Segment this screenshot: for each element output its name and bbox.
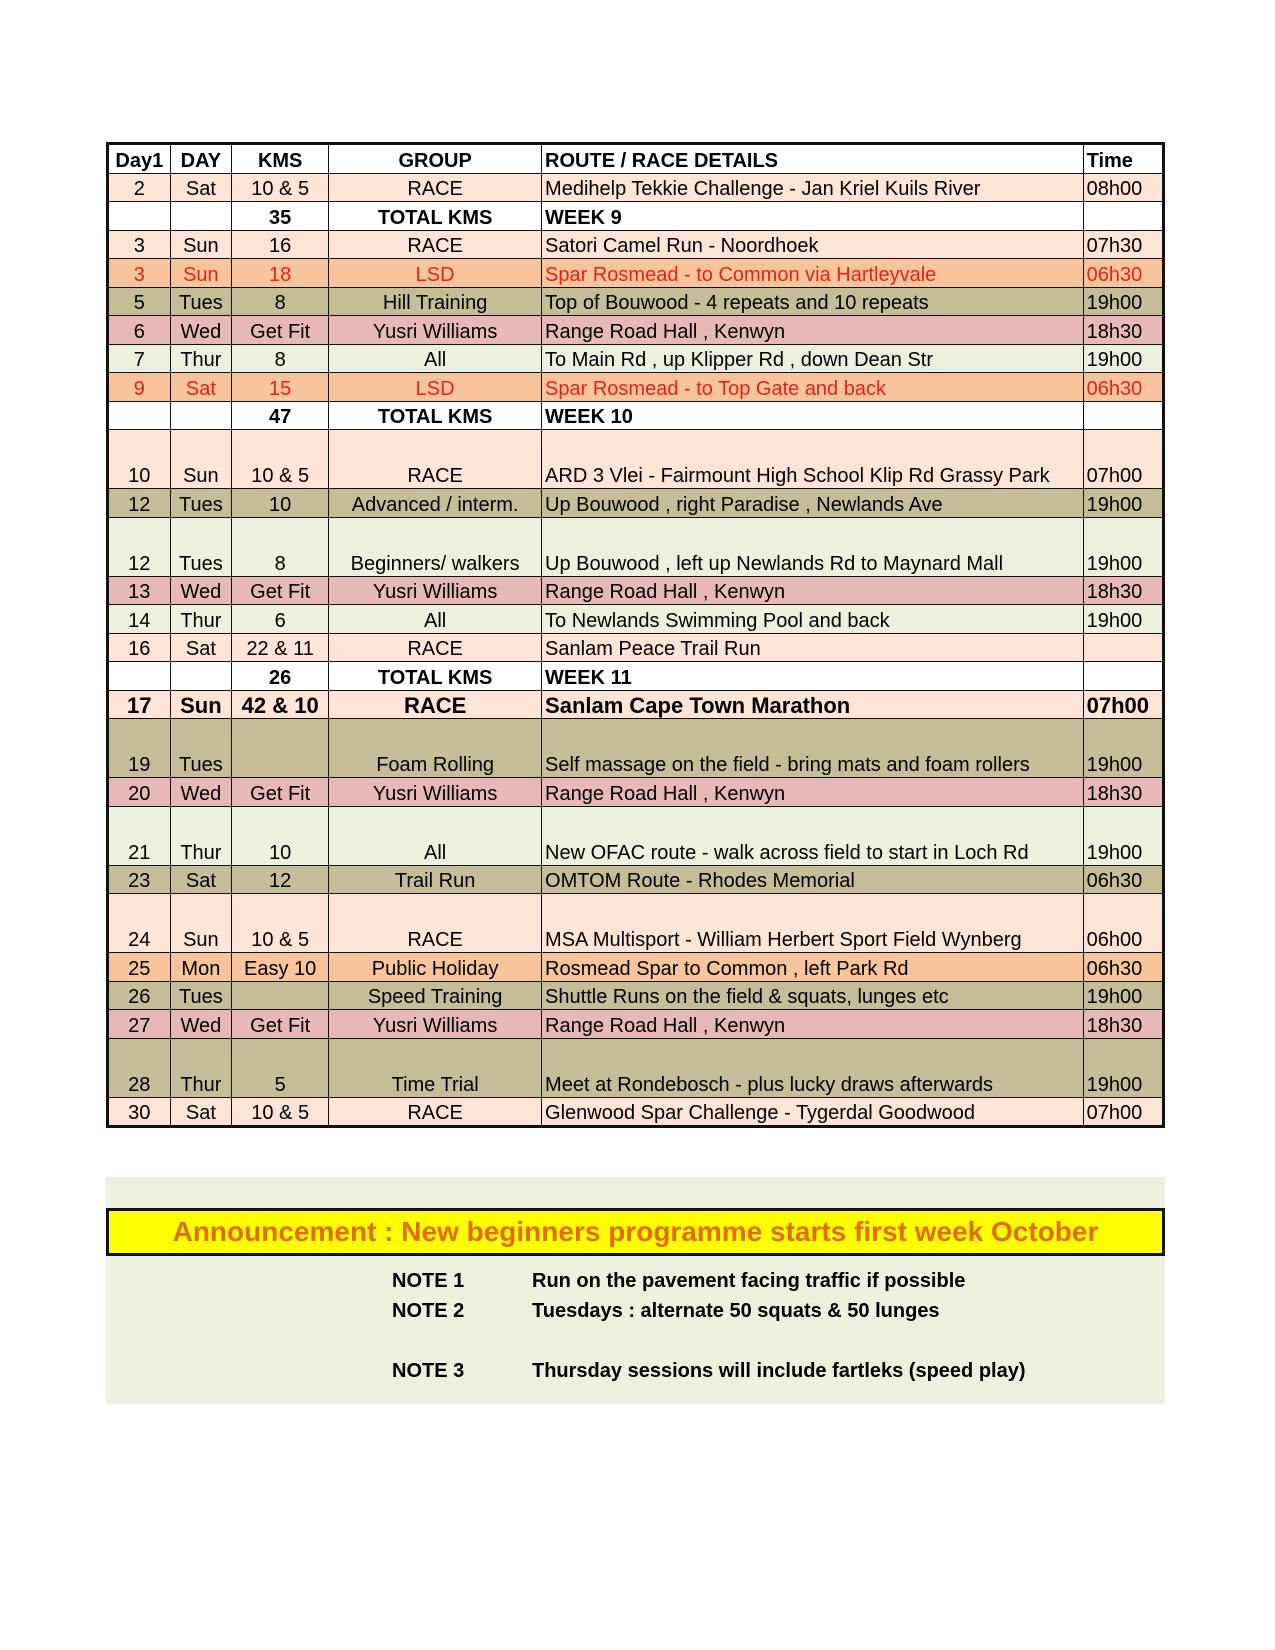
cell-time	[1083, 401, 1163, 430]
cell-kms	[232, 981, 329, 1010]
schedule-row	[108, 981, 1164, 1010]
cell-route: OMTOM Route - Rhodes Memorial	[542, 865, 1084, 894]
schedule-row	[108, 517, 1164, 576]
cell-route: Range Road Hall , Kenwyn	[542, 576, 1084, 605]
cell-group: RACE	[329, 430, 542, 489]
cell-time: 07h00	[1083, 1097, 1163, 1127]
cell-time: 07h00	[1083, 430, 1163, 489]
cell-kms: Get Fit	[232, 1010, 329, 1039]
cell-route: Spar Rosmead - to Top Gate and back	[542, 373, 1084, 402]
cell-time: 19h00	[1083, 806, 1163, 865]
cell-time: 19h00	[1083, 287, 1163, 316]
cell-time: 06h30	[1083, 953, 1163, 982]
cell-kms: 35	[232, 202, 329, 231]
cell-kms: 42 & 10	[232, 690, 329, 719]
cell-day1: 21	[108, 806, 171, 865]
cell-route: To Newlands Swimming Pool and back	[542, 605, 1084, 634]
cell-day: Tues	[170, 517, 232, 576]
cell-route: ARD 3 Vlei - Fairmount High School Klip Rd Grassy Park	[542, 430, 1084, 489]
cell-route: New OFAC route - walk across field to start in Loch Rd	[542, 806, 1084, 865]
cell-day1: 2	[108, 173, 171, 202]
cell-group: Foam Rolling	[329, 719, 542, 778]
cell-group: TOTAL KMS	[329, 401, 542, 430]
header-kms: KMS	[232, 144, 329, 174]
cell-kms: 26	[232, 662, 329, 691]
cell-kms: Get Fit	[232, 316, 329, 345]
schedule-row	[108, 1097, 1164, 1127]
cell-kms: 5	[232, 1038, 329, 1097]
schedule-row	[108, 806, 1164, 865]
cell-time	[1083, 633, 1163, 662]
schedule-row	[108, 489, 1164, 518]
schedule-row	[108, 173, 1164, 202]
cell-day: Sun	[170, 259, 232, 288]
cell-group: Advanced / interm.	[329, 489, 542, 518]
cell-group: All	[329, 344, 542, 373]
cell-day1: 13	[108, 576, 171, 605]
cell-day1	[108, 662, 171, 691]
week-total-row	[108, 202, 1164, 231]
schedule-row	[108, 633, 1164, 662]
cell-day1: 12	[108, 489, 171, 518]
cell-day: Sat	[170, 865, 232, 894]
cell-kms: Get Fit	[232, 778, 329, 807]
cell-route: WEEK 11	[542, 662, 1084, 691]
cell-group: LSD	[329, 373, 542, 402]
cell-group: Yusri Williams	[329, 778, 542, 807]
schedule-row	[108, 373, 1164, 402]
cell-route: Spar Rosmead - to Common via Hartleyvale	[542, 259, 1084, 288]
cell-day	[170, 202, 232, 231]
cell-time: 19h00	[1083, 981, 1163, 1010]
cell-route: Range Road Hall , Kenwyn	[542, 1010, 1084, 1039]
cell-kms: 16	[232, 230, 329, 259]
cell-kms: Get Fit	[232, 576, 329, 605]
cell-day: Sun	[170, 690, 232, 719]
cell-day1: 25	[108, 953, 171, 982]
announcement-banner: Announcement : New beginners programme starts first week October	[106, 1208, 1165, 1256]
cell-day: Sat	[170, 373, 232, 402]
header-day: DAY	[170, 144, 232, 174]
cell-time: 19h00	[1083, 489, 1163, 518]
cell-time: 19h00	[1083, 517, 1163, 576]
cell-kms: 10 & 5	[232, 430, 329, 489]
cell-route: Sanlam Cape Town Marathon	[542, 690, 1084, 719]
header-time: Time	[1083, 144, 1163, 174]
cell-day1: 10	[108, 430, 171, 489]
cell-route: Sanlam Peace Trail Run	[542, 633, 1084, 662]
cell-day: Wed	[170, 1010, 232, 1039]
cell-time	[1083, 662, 1163, 691]
cell-day1: 24	[108, 894, 171, 953]
schedule-row	[108, 430, 1164, 489]
cell-kms: 6	[232, 605, 329, 634]
cell-day1: 6	[108, 316, 171, 345]
cell-route: Medihelp Tekkie Challenge - Jan Kriel Kuils River	[542, 173, 1084, 202]
cell-day: Wed	[170, 778, 232, 807]
cell-day: Sun	[170, 230, 232, 259]
cell-day1: 26	[108, 981, 171, 1010]
cell-day1: 17	[108, 690, 171, 719]
cell-day: Thur	[170, 605, 232, 634]
header-group: GROUP	[329, 144, 542, 174]
cell-day1: 20	[108, 778, 171, 807]
cell-time: 19h00	[1083, 1038, 1163, 1097]
schedule-row	[108, 287, 1164, 316]
cell-day: Wed	[170, 576, 232, 605]
schedule-row	[108, 605, 1164, 634]
cell-time: 18h30	[1083, 778, 1163, 807]
header-route: ROUTE / RACE DETAILS	[542, 144, 1084, 174]
cell-day: Tues	[170, 981, 232, 1010]
cell-group: RACE	[329, 633, 542, 662]
cell-kms: 47	[232, 401, 329, 430]
cell-kms: 15	[232, 373, 329, 402]
cell-day1	[108, 202, 171, 231]
cell-route: Up Bouwood , right Paradise , Newlands Ave	[542, 489, 1084, 518]
note-1-text: Run on the pavement facing traffic if possible	[532, 1270, 966, 1292]
schedule-row	[108, 259, 1164, 288]
schedule-row	[108, 576, 1164, 605]
cell-kms: 10 & 5	[232, 894, 329, 953]
cell-group: RACE	[329, 1097, 542, 1127]
cell-day1: 3	[108, 259, 171, 288]
cell-group: RACE	[329, 230, 542, 259]
cell-group: Time Trial	[329, 1038, 542, 1097]
cell-route: MSA Multisport - William Herbert Sport Field Wynberg	[542, 894, 1084, 953]
cell-day: Sat	[170, 1097, 232, 1127]
cell-group: TOTAL KMS	[329, 202, 542, 231]
cell-group: TOTAL KMS	[329, 662, 542, 691]
cell-group: LSD	[329, 259, 542, 288]
cell-time: 07h30	[1083, 230, 1163, 259]
cell-kms: 10	[232, 806, 329, 865]
cell-route: Self massage on the field - bring mats and foam rollers	[542, 719, 1084, 778]
cell-group: Yusri Williams	[329, 576, 542, 605]
cell-route: Range Road Hall , Kenwyn	[542, 316, 1084, 345]
cell-kms: Easy 10	[232, 953, 329, 982]
cell-time: 19h00	[1083, 344, 1163, 373]
cell-kms: 12	[232, 865, 329, 894]
schedule-row	[108, 316, 1164, 345]
note-3-text: Thursday sessions will include fartleks (speed play)	[532, 1360, 1026, 1382]
cell-day: Sat	[170, 633, 232, 662]
cell-kms: 10	[232, 489, 329, 518]
cell-time: 06h30	[1083, 373, 1163, 402]
schedule-row	[108, 690, 1164, 719]
cell-group: Public Holiday	[329, 953, 542, 982]
cell-group: Speed Training	[329, 981, 542, 1010]
cell-day: Tues	[170, 489, 232, 518]
cell-group: RACE	[329, 690, 542, 719]
cell-day1: 16	[108, 633, 171, 662]
schedule-row	[108, 894, 1164, 953]
cell-day1: 3	[108, 230, 171, 259]
note-2-text: Tuesdays : alternate 50 squats & 50 lunges	[532, 1300, 940, 1322]
cell-time	[1083, 202, 1163, 231]
schedule-row	[108, 719, 1164, 778]
cell-day1: 23	[108, 865, 171, 894]
cell-route: Shuttle Runs on the field & squats, lunges etc	[542, 981, 1084, 1010]
cell-time: 18h30	[1083, 1010, 1163, 1039]
header-day1: Day1	[108, 144, 171, 174]
cell-day: Tues	[170, 287, 232, 316]
cell-route: Top of Bouwood - 4 repeats and 10 repeats	[542, 287, 1084, 316]
cell-time: 06h30	[1083, 865, 1163, 894]
cell-time: 18h30	[1083, 316, 1163, 345]
cell-kms: 22 & 11	[232, 633, 329, 662]
cell-day1: 5	[108, 287, 171, 316]
cell-group: RACE	[329, 894, 542, 953]
cell-group: Yusri Williams	[329, 316, 542, 345]
schedule-row	[108, 230, 1164, 259]
cell-day: Sun	[170, 430, 232, 489]
cell-group: All	[329, 806, 542, 865]
schedule-row	[108, 1010, 1164, 1039]
week-total-row	[108, 401, 1164, 430]
cell-day1: 27	[108, 1010, 171, 1039]
cell-day: Wed	[170, 316, 232, 345]
cell-group: Trail Run	[329, 865, 542, 894]
week-total-row	[108, 662, 1164, 691]
cell-time: 06h00	[1083, 894, 1163, 953]
cell-group: Beginners/ walkers	[329, 517, 542, 576]
schedule-row	[108, 344, 1164, 373]
cell-group: Yusri Williams	[329, 1010, 542, 1039]
schedule-row	[108, 953, 1164, 982]
header-row	[108, 144, 1164, 174]
cell-day1: 30	[108, 1097, 171, 1127]
cell-route: WEEK 10	[542, 401, 1084, 430]
cell-time: 19h00	[1083, 719, 1163, 778]
cell-route: WEEK 9	[542, 202, 1084, 231]
cell-kms: 10 & 5	[232, 173, 329, 202]
training-schedule-table	[106, 142, 1165, 1128]
schedule-row	[108, 865, 1164, 894]
cell-day: Thur	[170, 1038, 232, 1097]
cell-time: 06h30	[1083, 259, 1163, 288]
cell-day: Thur	[170, 344, 232, 373]
cell-day1: 9	[108, 373, 171, 402]
note-3-label: NOTE 3	[392, 1360, 465, 1382]
cell-time: 07h00	[1083, 690, 1163, 719]
cell-day1: 28	[108, 1038, 171, 1097]
cell-group: All	[329, 605, 542, 634]
cell-day1: 14	[108, 605, 171, 634]
cell-route: Satori Camel Run - Noordhoek	[542, 230, 1084, 259]
cell-kms	[232, 719, 329, 778]
cell-kms: 8	[232, 344, 329, 373]
cell-day1: 12	[108, 517, 171, 576]
schedule-body	[108, 144, 1164, 1127]
cell-day: Mon	[170, 953, 232, 982]
cell-group: Hill Training	[329, 287, 542, 316]
cell-day: Tues	[170, 719, 232, 778]
cell-group: RACE	[329, 173, 542, 202]
note-2-label: NOTE 2	[392, 1300, 465, 1322]
cell-kms: 8	[232, 517, 329, 576]
note-1-label: NOTE 1	[392, 1270, 465, 1292]
cell-route: To Main Rd , up Klipper Rd , down Dean Str	[542, 344, 1084, 373]
cell-day	[170, 662, 232, 691]
cell-day1: 7	[108, 344, 171, 373]
cell-day1: 19	[108, 719, 171, 778]
cell-day: Thur	[170, 806, 232, 865]
cell-route: Glenwood Spar Challenge - Tygerdal Goodwood	[542, 1097, 1084, 1127]
cell-kms: 10 & 5	[232, 1097, 329, 1127]
cell-time: 18h30	[1083, 576, 1163, 605]
cell-time: 19h00	[1083, 605, 1163, 634]
cell-day: Sat	[170, 173, 232, 202]
cell-day1	[108, 401, 171, 430]
cell-route: Meet at Rondebosch - plus lucky draws afterwards	[542, 1038, 1084, 1097]
cell-route: Up Bouwood , left up Newlands Rd to Maynard Mall	[542, 517, 1084, 576]
cell-kms: 8	[232, 287, 329, 316]
schedule-row	[108, 1038, 1164, 1097]
cell-route: Range Road Hall , Kenwyn	[542, 778, 1084, 807]
cell-time: 08h00	[1083, 173, 1163, 202]
cell-kms: 18	[232, 259, 329, 288]
cell-route: Rosmead Spar to Common , left Park Rd	[542, 953, 1084, 982]
cell-day: Sun	[170, 894, 232, 953]
schedule-row	[108, 778, 1164, 807]
cell-day	[170, 401, 232, 430]
